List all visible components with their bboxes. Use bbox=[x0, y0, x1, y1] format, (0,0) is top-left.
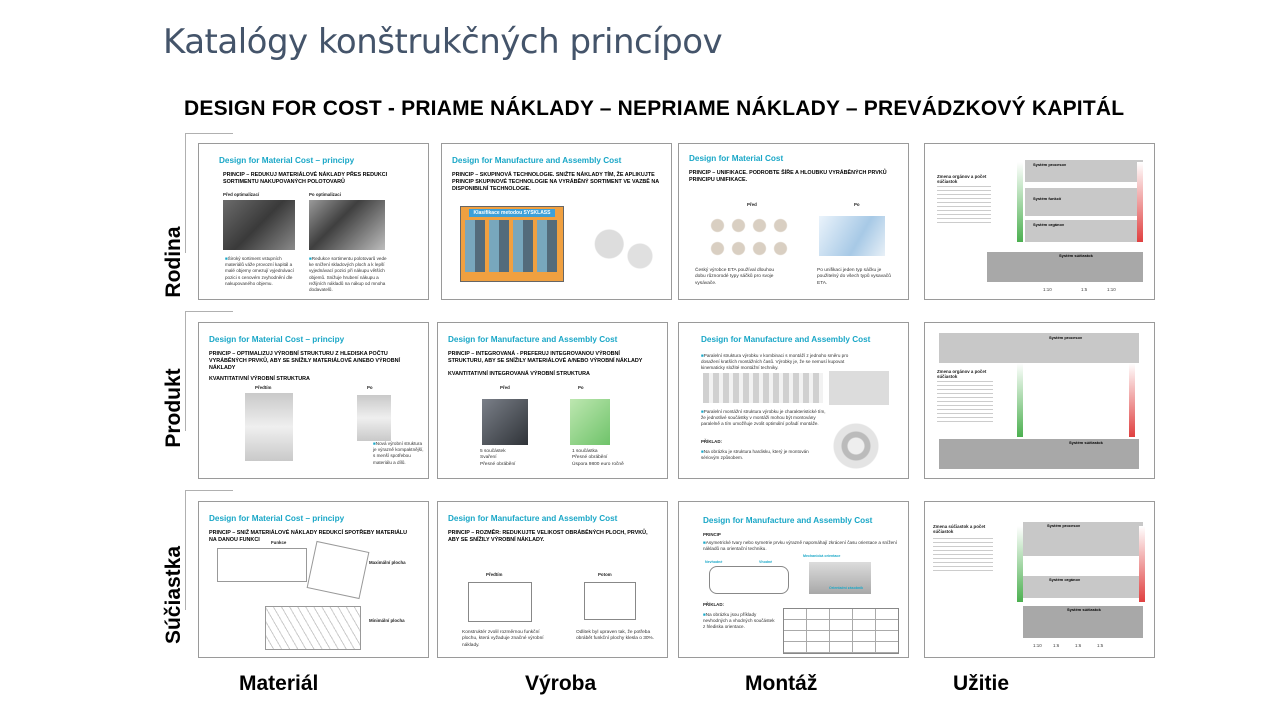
before-notes bbox=[480, 449, 515, 468]
ratio-3: 1:10 bbox=[1107, 287, 1116, 292]
process-system-label: Systém procesov bbox=[1049, 335, 1083, 340]
feeder-label: Orientační zásobník bbox=[829, 586, 864, 590]
component-system-box bbox=[939, 439, 1139, 469]
ratio-1: 1:10 bbox=[1033, 643, 1042, 648]
bad-label: Nevhodné bbox=[705, 560, 723, 564]
assembly-figure bbox=[703, 373, 823, 403]
before-label: Předtím bbox=[255, 385, 272, 390]
note-after: Po unifikaci jeden typ sáčku je použitelný do všech typů vysavačů ETA. bbox=[817, 268, 891, 286]
column-label-vyroba: Výroba bbox=[525, 672, 597, 695]
before-label: Před bbox=[500, 385, 510, 390]
slide-heading: Design for Manufacture and Assembly Cost bbox=[701, 335, 871, 344]
slide-heading: Design for Manufacture and Assembly Cost bbox=[448, 335, 618, 344]
process-system-label: Systém procesov bbox=[1047, 523, 1081, 528]
before-label: Před bbox=[747, 202, 757, 207]
after-note-1: 1 součástka bbox=[572, 449, 598, 454]
slide-suciastka-material[interactable] bbox=[198, 501, 429, 658]
photo-before bbox=[223, 200, 295, 250]
photo-after bbox=[309, 200, 385, 250]
red-arrow-icon bbox=[1137, 162, 1143, 242]
bags-before-figure bbox=[707, 214, 791, 260]
slide-produkt-montaz[interactable] bbox=[678, 322, 909, 479]
part-after-figure bbox=[570, 399, 610, 445]
green-arrow-icon bbox=[1017, 363, 1023, 437]
process-system-box bbox=[1025, 160, 1143, 182]
organ-system-label: Systém orgánov bbox=[1033, 222, 1065, 227]
ratio-2: 1:6 bbox=[1053, 643, 1060, 648]
after-label: Po optimalizaci bbox=[309, 192, 341, 197]
bullet-1: ■ Paralelní struktura výrobku v kombinaci s montáží z jednoho směru pro dosažení kratších montážních časů. Výrobky je, že se nemusí kupovat kinematicky složité montážní techniky. bbox=[701, 353, 851, 372]
green-arrow-icon bbox=[1017, 526, 1023, 602]
bullet-3: ■ Na obrázku je struktura hardisku, který je montován sériovým způsobem. bbox=[701, 449, 811, 461]
organ-system-box bbox=[1023, 576, 1143, 598]
note-after: Odlitek byl upraven tak, že potřeba obrábět funkční plochy klesla o 30%. bbox=[576, 630, 655, 642]
organ-system-label: Systém orgánov bbox=[1049, 577, 1081, 582]
bullet-1: ■ Asymetrické tvary nebo symetrie prvku výrazně napomáhají zkrácení času orientace a snížení nákladů na orientační techniku. bbox=[703, 540, 899, 552]
row-label-rodina: Rodina bbox=[162, 226, 185, 298]
after-label: Po bbox=[854, 202, 860, 207]
column-label-montaz: Montáž bbox=[745, 672, 818, 695]
max-shape-figure bbox=[307, 541, 370, 599]
slide-principle: PRINCIP – REDUKUJ MATERIÁLOVÉ NÁKLADY PŘES REDUKCI SORTIMENTU NAKUPOVANÝCH POLOTOVARŮ bbox=[223, 172, 388, 186]
slide-principle: PRINCIP – SNIŽ MATERIÁLOVÉ NÁKLADY REDUKCÍ SPOTŘEBY MATERIÁLU NA DANOU FUNKCI bbox=[209, 530, 408, 544]
column-label-uzitie: Užitie bbox=[953, 672, 1010, 695]
process-system-box bbox=[1023, 522, 1143, 556]
drawing-figure bbox=[574, 204, 662, 284]
slide-principle: PRINCIP – ROZMĚR: REDUKUJTE VELIKOST OBRÁBĚNÝCH PLOCH, PRVKŮ, ABY SE SNÍŽILY VÝROBNÍ NÁKLADY. bbox=[448, 530, 648, 544]
slide-heading: Design for Material Cost – principy bbox=[209, 514, 345, 523]
slide-suciastka-montaz[interactable] bbox=[678, 501, 909, 658]
slide-heading: Design for Material Cost bbox=[689, 154, 784, 163]
principle-label: PRINCIP bbox=[703, 532, 721, 537]
function-figure bbox=[217, 548, 307, 582]
component-system-label: Systém súčiastok bbox=[1059, 253, 1093, 258]
min-shape-figure bbox=[265, 606, 361, 650]
classification-label: Klasifikace metodou SYSKLASS bbox=[469, 209, 555, 217]
red-arrow-icon bbox=[1139, 526, 1145, 602]
uzitie-title: Zmena orgánov a počet súčiastok bbox=[937, 369, 987, 379]
slide-heading: Design for Manufacture and Assembly Cost bbox=[703, 516, 873, 525]
slide-suciastka-vyroba[interactable] bbox=[437, 501, 668, 658]
slide-principle: PRINCIP – UNIFIKACE. PODROBTE ŠÍŘE A HLOUBKU VYRÁBĚNÝCH PRVKŮ PRINCIPU UNIFIKACE. bbox=[689, 170, 887, 184]
slide-rodina-montaz[interactable] bbox=[678, 143, 909, 300]
casting-after-figure bbox=[584, 582, 636, 620]
bags-after-figure bbox=[819, 216, 885, 256]
function-label: Funkce bbox=[271, 540, 287, 545]
red-arrow-icon bbox=[1129, 363, 1135, 437]
component-system-box bbox=[1023, 606, 1143, 638]
drawing-before bbox=[245, 393, 293, 461]
classification-figure bbox=[460, 206, 564, 282]
after-note-2: Přesné obrábění bbox=[572, 455, 608, 461]
before-note-2: Svaření bbox=[480, 455, 497, 461]
bullet-before: ■ Široký sortiment vstupních materiálů váže provozní kapitál a malé objemy omezují vyjednávací pozici s cenovém zvyhodnění dle nakupovaného objemu. bbox=[225, 256, 300, 287]
before-note-3: Přesné obrábění bbox=[480, 461, 516, 467]
orientation-figure bbox=[709, 566, 789, 594]
examples-grid-figure bbox=[783, 608, 899, 654]
slide-principle: PRINCIP – INTEGROVANÁ - PREFERUJ INTEGROVANOU VÝROBNÍ STRUKTURU, ABY SE SNÍŽILY MATERIÁLOVÉ A/NEBO VÝROBNÍ NÁKLADY bbox=[448, 351, 643, 365]
function-system-label: Systém funkcií bbox=[1033, 196, 1062, 201]
machine-figure bbox=[829, 371, 889, 405]
organ-system-box bbox=[1025, 220, 1143, 242]
slide-suciastka-uzitie[interactable] bbox=[924, 501, 1155, 658]
uzitie-title: Zmena súčiastok a počet súčiastok bbox=[933, 524, 986, 534]
component-system-label: Systém súčiastok bbox=[1069, 440, 1103, 445]
row-label-suciastka: Súčiastka bbox=[162, 545, 185, 645]
ratio-2: 1:5 bbox=[1081, 287, 1088, 292]
slide-subheading: KVANTITATIVNÍ INTEGROVANÁ VÝROBNÍ STRUKTURA bbox=[448, 371, 590, 378]
example-label: PŘÍKLAD: bbox=[703, 602, 724, 607]
after-label: Po bbox=[578, 385, 584, 390]
after-notes bbox=[572, 449, 624, 468]
after-label: Po bbox=[367, 385, 373, 390]
slide-rodina-uzitie[interactable] bbox=[924, 143, 1155, 300]
page-subtitle: DESIGN FOR COST - PRIAME NÁKLADY – NEPRIAME NÁKLADY – PREVÁDZKOVÝ KAPITÁL bbox=[184, 97, 1125, 120]
uzitie-text bbox=[937, 381, 993, 425]
uzitie-title: Zmena orgánov a počet súčiastok bbox=[937, 174, 987, 184]
process-system-box bbox=[939, 333, 1139, 363]
ratio-3: 1:6 bbox=[1075, 643, 1082, 648]
uzitie-text bbox=[937, 186, 991, 226]
slide-produkt-material[interactable] bbox=[198, 322, 429, 479]
slide-rodina-material[interactable] bbox=[198, 143, 429, 300]
drawing-after bbox=[357, 395, 391, 441]
function-system-box bbox=[1025, 188, 1143, 216]
example-label: PŘÍKLAD: bbox=[701, 439, 722, 444]
max-area-label: Maximální plocha bbox=[369, 560, 406, 565]
component-system-box bbox=[987, 252, 1143, 282]
column-label-material: Materiál bbox=[239, 672, 319, 695]
row-label-produkt: Produkt bbox=[162, 368, 185, 448]
page-title: Katalógy konštrukčných princípov bbox=[163, 22, 723, 62]
part-before-figure bbox=[482, 399, 528, 445]
bullet-after: ■ Nová výrobní struktura je výrazně kompaktnější, s menší spotřebou materiálu a dílů. bbox=[373, 441, 425, 466]
process-system-label: Systém procesov bbox=[1033, 162, 1067, 167]
mechanical-label: Mechanická orientace bbox=[803, 554, 841, 558]
slide-heading: Design for Material Cost – principy bbox=[219, 156, 355, 165]
after-note-3: Úspora 9800 euro ročně bbox=[572, 461, 624, 467]
uzitie-text bbox=[933, 538, 993, 572]
ratio-1: 1:10 bbox=[1043, 287, 1052, 292]
green-arrow-icon bbox=[1017, 162, 1023, 242]
ratio-4: 1:5 bbox=[1097, 643, 1104, 648]
before-label: Předtím bbox=[486, 572, 503, 577]
slide-produkt-vyroba[interactable] bbox=[437, 322, 668, 479]
bullet-2: ■ Na obrázku jsou příklady nevhodných a vhodných součástek z hlediska orientace. bbox=[703, 612, 777, 631]
slide-rodina-vyroba[interactable] bbox=[441, 143, 672, 300]
after-label: Potom bbox=[598, 572, 612, 577]
min-area-label: Minimální plocha bbox=[369, 618, 405, 623]
before-note-1: 5 součástek bbox=[480, 449, 506, 454]
bullet-after: ■ Redukce sortimentu polotovarů vede ke snížení skladových ploch a k lepší vyjednávací pozici při nákupu větších objemů. Snižuje hrubení nákupu a režijních nákladů na nákup od mnoha dodavatelů. bbox=[309, 256, 389, 293]
slide-heading: Design for Manufacture and Assembly Cost bbox=[448, 514, 618, 523]
slide-heading: Design for Material Cost – principy bbox=[209, 335, 345, 344]
good-label: Vhodné bbox=[759, 560, 773, 564]
component-system-label: Systém súčiastok bbox=[1067, 607, 1101, 612]
bullet-2: ■ Paralelní montážní struktura výrobku je charakteristické tím, že jednotlivé součástky v montáži mohou být montovány paralelně a tím umožňuje zvolit optimální pořadí montáže. bbox=[701, 409, 831, 428]
note-before: Český výrobce ETA používal dlouhou dobu různorodé typy sáčků pro svoje vysávače. bbox=[695, 268, 775, 286]
note-before: Konstruktér zvolil rozměrnou funkční plochu, která vyžaduje značné výrobní náklady. bbox=[462, 630, 544, 648]
slide-heading: Design for Manufacture and Assembly Cost bbox=[452, 156, 622, 165]
harddisk-figure bbox=[829, 421, 883, 471]
casting-before-figure bbox=[468, 582, 532, 622]
slide-subheading: KVANTITATIVNÍ VÝROBNÍ STRUKTURA bbox=[209, 376, 310, 383]
slide-principle: PRINCIP – SKUPINOVÁ TECHNOLOGIE. SNIŽTE NÁKLADY TÍM, ŽE APLIKUJTE PRINCIP SKUPINOVÉ TECHNOLOGIE NA VYRÁBĚNÝ SORTIMENT VE VAZBĚ NA DISPONIBILNÍ TECHNOLOGIE. bbox=[452, 172, 659, 193]
slide-produkt-uzitie[interactable] bbox=[924, 322, 1155, 479]
before-label: Před optimalizací bbox=[223, 192, 260, 197]
slide-principle: PRINCIP – OPTIMALIZUJ VÝROBNÍ STRUKTURU Z HLEDISKA POČTU VYRÁBĚNÝCH PRVKŮ, ABY SE SNÍŽILY MATERIÁLOVÉ A/NEBO VÝROBNÍ NÁKLADY bbox=[209, 351, 400, 372]
